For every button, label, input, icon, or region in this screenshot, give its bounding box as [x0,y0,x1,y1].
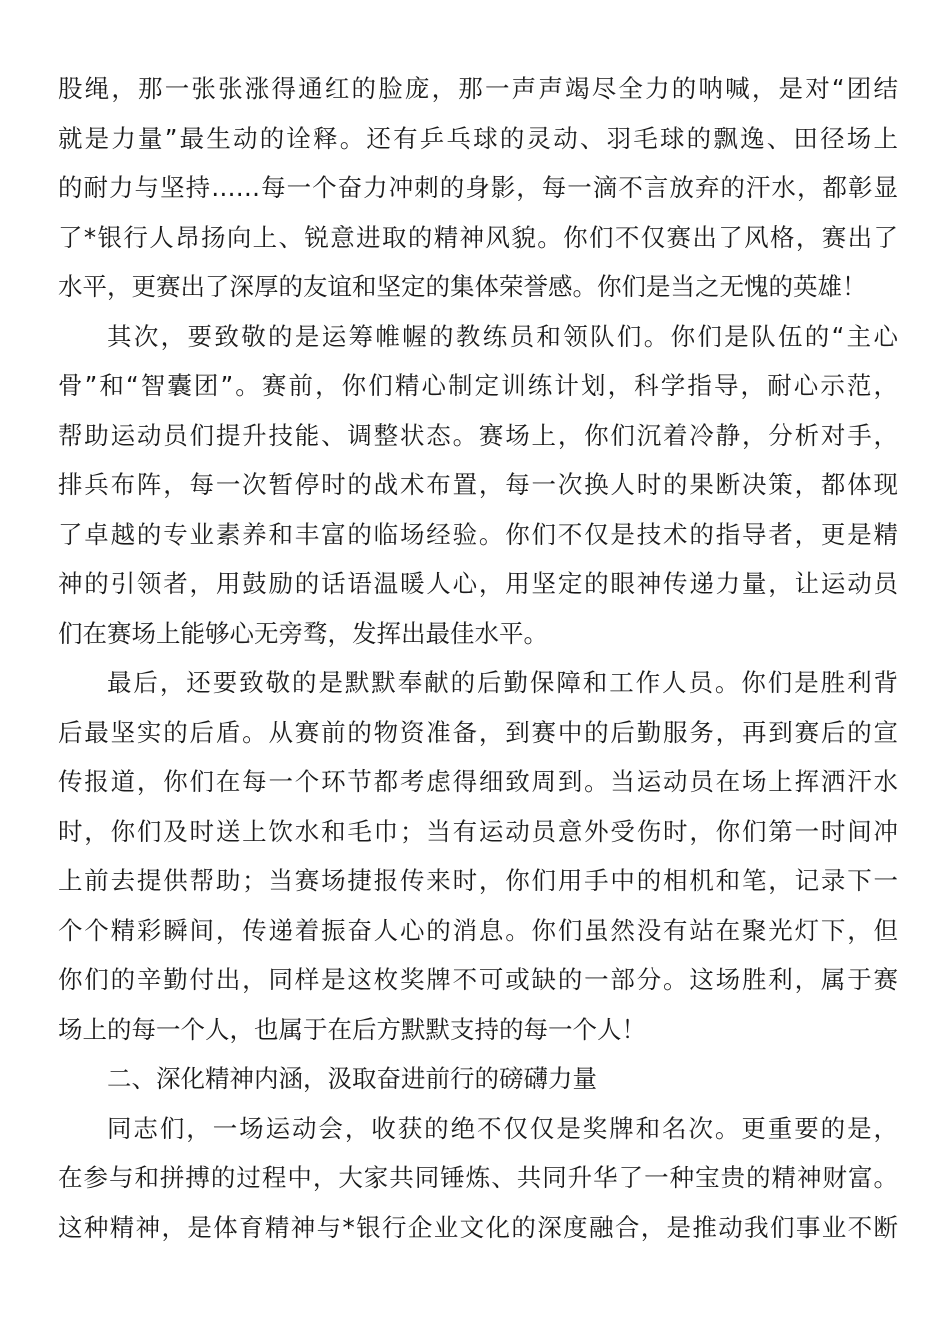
paragraph-coaches [58,312,898,659]
section-heading [58,1054,898,1104]
text-line: 就是力量”最生动的诠释。还有乒乓球的灵动、羽毛球的飘逸、田径场上 [58,123,898,153]
text-line: 股绳，那一张张涨得通红的脸庞，那一声声竭尽全力的呐喊，是对“团结 [58,74,898,103]
text-line: 神的引领者，用鼓励的话语温暖人心，用坚定的眼神传递力量，让运动员 [58,569,898,598]
text-line: 你们的辛勤付出，同样是这枚奖牌不可或缺的一部分。这场胜利，属于赛 [58,965,898,994]
text-line: 了*银行人昂扬向上、锐意进取的精神风貌。你们不仅赛出了风格，赛出了 [58,222,898,252]
text-line: 个个精彩瞬间，传递着振奋人心的消息。你们虽然没有站在聚光灯下，但 [58,915,898,945]
text-line: 的耐力与坚持……每一个奋力冲刺的身影，每一滴不言放弃的汗水，都彰显 [58,173,898,202]
paragraph-support-staff [58,658,898,1054]
paragraph-athletes-continued [58,64,898,312]
body-text [58,64,898,1252]
text-line: 了卓越的专业素养和丰富的临场经验。你们不仅是技术的指导者，更是精 [58,519,898,549]
text-line: 们在赛场上能够心无旁骛，发挥出最佳水平。 [58,618,548,648]
text-line: 骨”和“智囊团”。赛前，你们精心制定训练计划，科学指导，耐心示范， [58,371,898,400]
text-line: 场上的每一个人，也属于在后方默默支持的每一个人！ [58,1014,646,1044]
text-line: 最后，还要致敬的是默默奉献的后勤保障和工作人员。你们是胜利背 [107,668,898,697]
text-line: 水平，更赛出了深厚的友谊和坚定的集体荣誉感。你们是当之无愧的英雄！ [58,272,867,301]
text-line: 帮助运动员们提升技能、调整状态。赛场上，你们沉着冷静，分析对手， [58,420,898,450]
text-line: 传报道，你们在每一个环节都考虑得细致周到。当运动员在场上挥洒汗水 [58,767,898,796]
paragraph-spirit [58,1104,898,1253]
text-line: 这种精神，是体育精神与*银行企业文化的深度融合，是推动我们事业不断 [58,1212,898,1242]
section-heading-text: 二、深化精神内涵，汲取奋进前行的磅礴力量 [107,1064,597,1093]
text-line: 排兵布阵，每一次暂停时的战术布置，每一次换人时的果断决策，都体现 [58,470,898,499]
text-line: 其次，要致敬的是运筹帷幄的教练员和领队们。你们是队伍的“主心 [107,321,898,351]
text-line: 上前去提供帮助；当赛场捷报传来时，你们用手中的相机和笔，记录下一 [58,866,898,895]
text-line: 后最坚实的后盾。从赛前的物资准备，到赛中的后勤服务，再到赛后的宣 [58,717,898,747]
text-line: 在参与和拼搏的过程中，大家共同锤炼、共同升华了一种宝贵的精神财富。 [58,1163,898,1192]
text-line: 同志们，一场运动会，收获的绝不仅仅是奖牌和名次。更重要的是， [107,1113,898,1143]
text-line: 时，你们及时送上饮水和毛巾；当有运动员意外受伤时，你们第一时间冲 [58,816,898,846]
